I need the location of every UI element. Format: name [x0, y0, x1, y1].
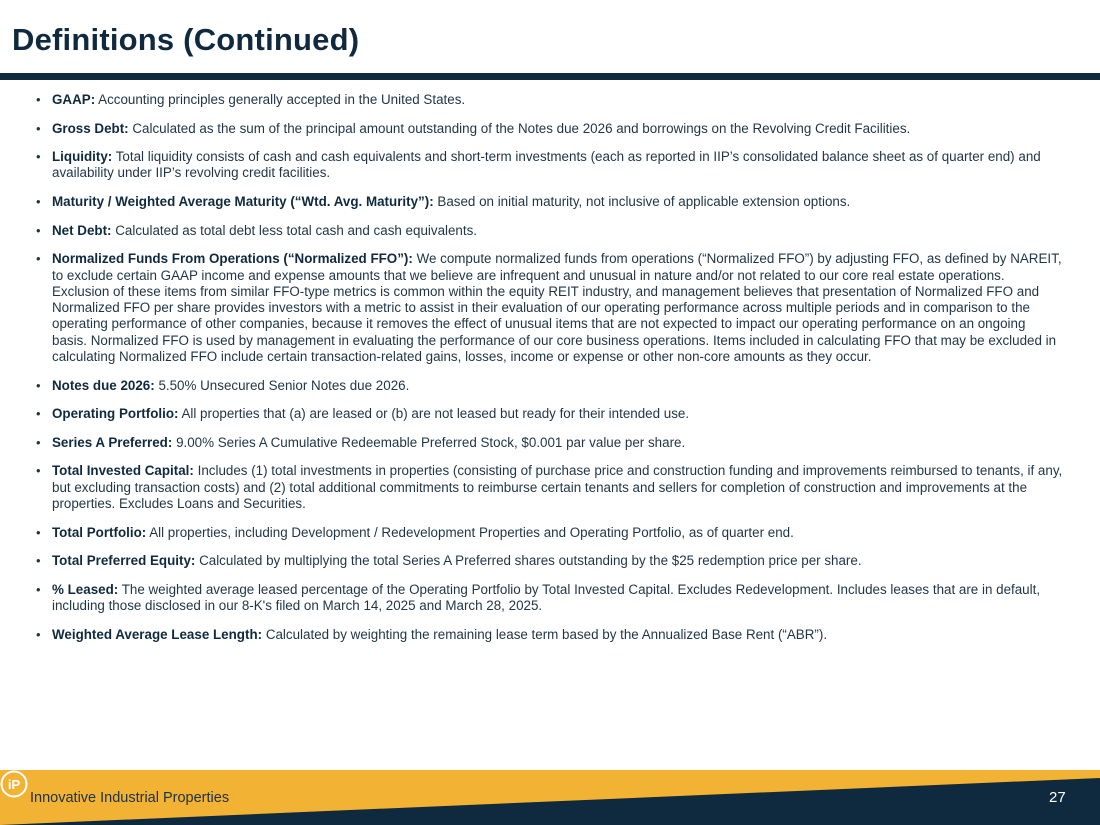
- definition-text: Based on initial maturity, not inclusive of applicable extension options.: [437, 194, 851, 210]
- definition-term: % Leased:: [52, 581, 119, 597]
- list-item: [34, 378, 1064, 394]
- list-item: [34, 435, 1064, 451]
- list-item: [34, 149, 1064, 182]
- bullet-icon: •: [36, 581, 41, 597]
- definition-text: 9.00% Series A Cumulative Redeemable Preferred Stock, $0.001 par value per share.: [176, 434, 686, 450]
- list-item: [34, 525, 1064, 541]
- definition-text: All properties that (a) are leased or (b) are not leased but ready for their intended use.: [181, 406, 690, 422]
- list-item: [34, 223, 1064, 239]
- bullet-icon: •: [36, 463, 41, 479]
- definition-text: Total liquidity consists of cash and cash equivalents and short-term investments (each as reported in IIP’s consolidated balance sheet as of quarter end) and availability under IIP’s revolving credit facilities.: [52, 149, 1041, 181]
- definition-term: Net Debt:: [52, 222, 112, 238]
- bullet-icon: •: [36, 251, 41, 267]
- definition-term: Maturity / Weighted Average Maturity (“Wtd. Avg. Maturity”):: [52, 194, 434, 210]
- list-item: [34, 463, 1064, 512]
- list-item: [34, 121, 1064, 137]
- definition-term: Normalized Funds From Operations (“Normalized FFO”):: [52, 251, 413, 267]
- definition-text: Includes (1) total investments in properties (consisting of purchase price and construction funding and improvements reimbursed to tenants, if any, but excluding transaction costs) and (2) total additional commitments to reimburse certain tenants and sellers for completion of construction and improvements at the properties. Excludes Loans and Securities.: [52, 463, 1063, 512]
- definition-term: GAAP:: [52, 92, 96, 107]
- page-number: 27: [1049, 789, 1066, 806]
- list-item: [34, 582, 1064, 615]
- definition-term: Total Preferred Equity:: [52, 553, 196, 569]
- list-item: [34, 194, 1064, 210]
- bullet-icon: •: [36, 626, 41, 642]
- definition-term: Operating Portfolio:: [52, 406, 179, 422]
- definition-text: The weighted average leased percentage of the Operating Portfolio by Total Invested Capital. Excludes Redevelopment. Includes leases that are in default, including those disclosed in our 8-K's filed on March 14, 2025 and March 28, 2025.: [52, 581, 1041, 614]
- definition-text: Accounting principles generally accepted in the United States.: [98, 92, 466, 107]
- bullet-icon: •: [36, 120, 41, 136]
- page-title: Definitions (Continued): [12, 22, 360, 57]
- company-logo: [0, 770, 28, 798]
- bullet-icon: •: [36, 406, 41, 422]
- definition-text: Calculated by weighting the remaining lease term based by the Annualized Base Rent (“ABR”).: [265, 626, 828, 642]
- definition-term: Gross Debt:: [52, 120, 129, 136]
- definition-term: Liquidity:: [52, 149, 113, 165]
- bullet-icon: •: [36, 149, 41, 165]
- list-item: [34, 627, 1064, 643]
- definitions-list: [34, 92, 1064, 655]
- bullet-icon: •: [36, 222, 41, 238]
- bullet-icon: •: [36, 377, 41, 393]
- definition-text: We compute normalized funds from operations (“Normalized FFO”) by adjusting FFO, as defined by NAREIT, to exclude certain GAAP income and expense amounts that we believe are infrequent and unusual in nature and/or not related to our core real estate operations. Exclusion of these items from similar FFO-type metrics is common within the equity REIT industry, and management believes that presentation of Normalized FFO and Normalized FFO per share provides investors with a metric to assist in their evaluation of our operating performance across multiple periods and in comparison to the operating performance of other companies, because it removes the effect of unusual items that are not expected to impact our operating performance on an ongoing basis. Normalized FFO is used by management in evaluating the performance of our core business operations. Items included in calculating FFO that may be excluded in calculating Normalized FFO include certain transaction-related gains, losses, income or expense or other non-core amounts as they occur.: [52, 251, 1062, 365]
- title-divider: [0, 73, 1100, 80]
- footer-company-name: Innovative Industrial Properties: [30, 790, 230, 806]
- definition-term: Total Invested Capital:: [52, 463, 194, 479]
- list-item: [34, 92, 1064, 108]
- bullet-icon: •: [36, 92, 41, 107]
- logo-text: iP: [7, 777, 21, 792]
- bullet-icon: •: [36, 194, 41, 210]
- list-item: [34, 406, 1064, 422]
- definition-text: Calculated by multiplying the total Series A Preferred shares outstanding by the $25 redemption price per share.: [199, 553, 862, 569]
- bullet-icon: •: [36, 434, 41, 450]
- definition-text: Calculated as the sum of the principal amount outstanding of the Notes due 2026 and borrowings on the Revolving Credit Facilities.: [132, 120, 911, 136]
- bullet-icon: •: [36, 553, 41, 569]
- definition-text: 5.50% Unsecured Senior Notes due 2026.: [158, 377, 410, 393]
- bullet-icon: •: [36, 524, 41, 540]
- definition-term: Total Portfolio:: [52, 524, 147, 540]
- footer: [0, 770, 1100, 825]
- list-item: [34, 251, 1064, 365]
- definition-text: All properties, including Development / Redevelopment Properties and Operating Portfolio, as of quarter end.: [149, 524, 794, 540]
- definition-term: Series A Preferred:: [52, 434, 173, 450]
- definition-term: Weighted Average Lease Length:: [52, 626, 263, 642]
- definition-text: Calculated as total debt less total cash and cash equivalents.: [115, 222, 478, 238]
- list-item: [34, 553, 1064, 569]
- definition-term: Notes due 2026:: [52, 377, 155, 393]
